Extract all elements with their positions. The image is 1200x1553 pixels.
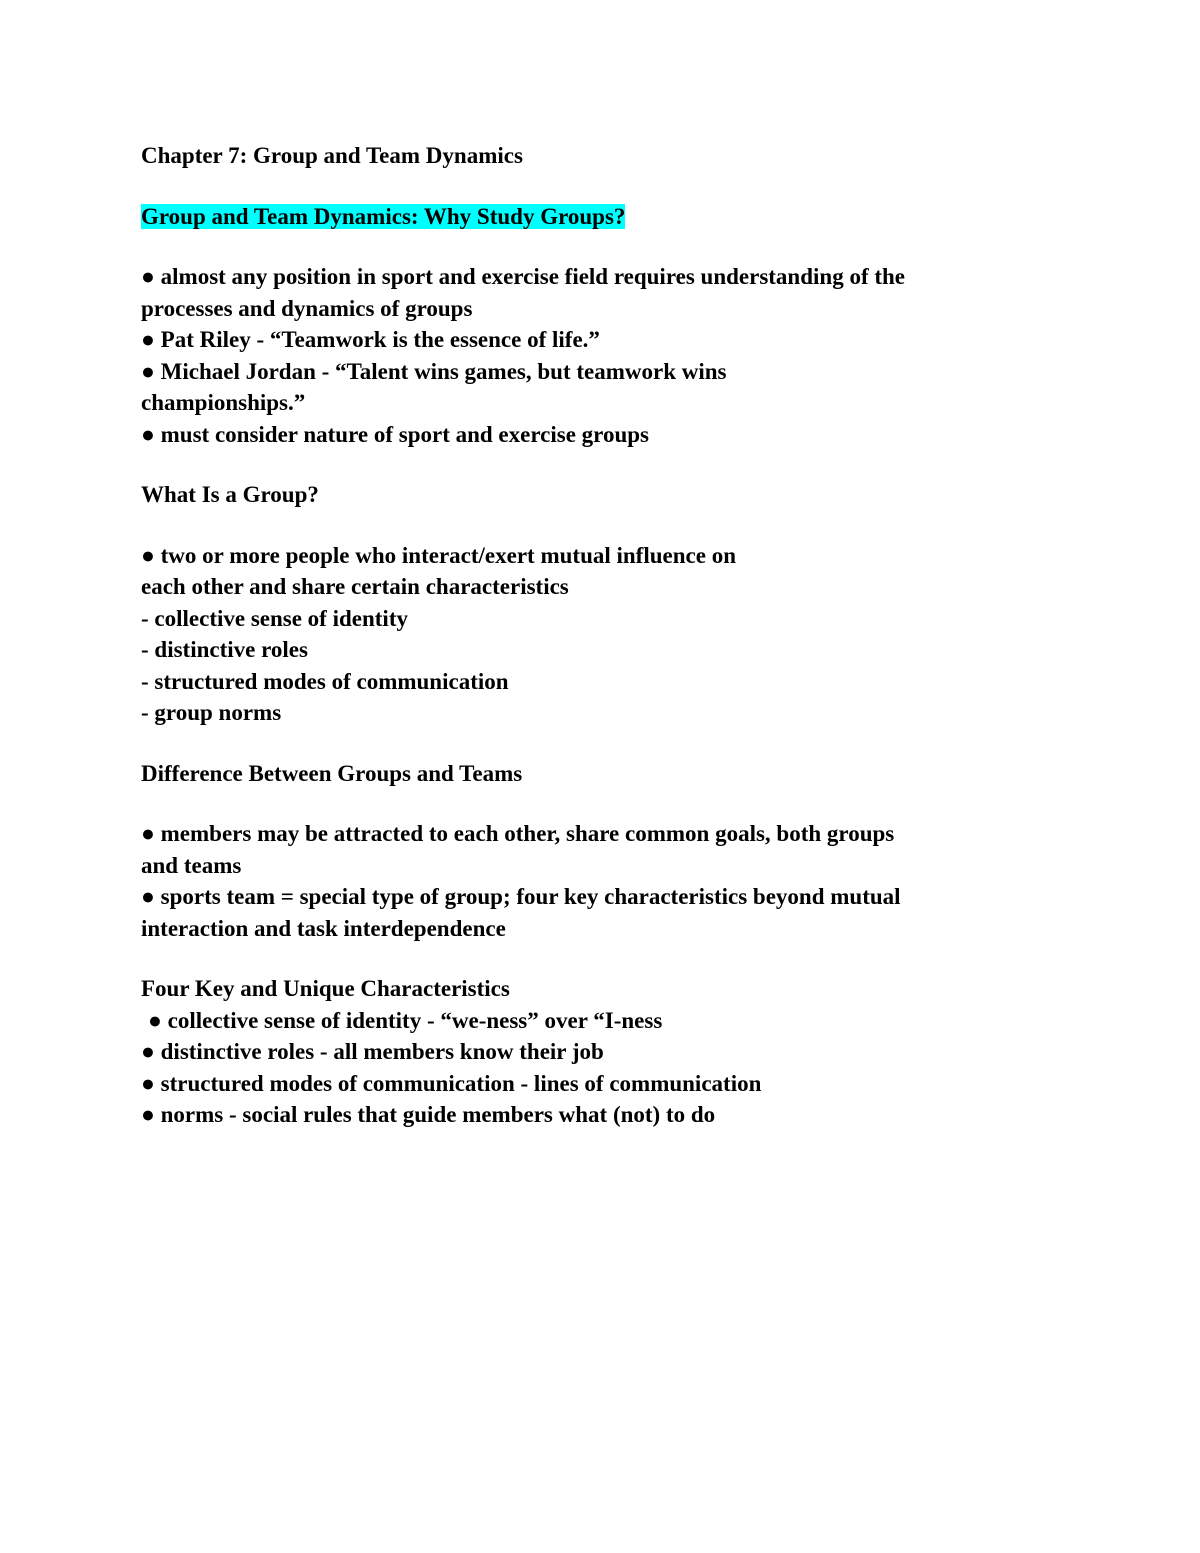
document-page xyxy=(141,140,1101,1131)
bullet-line: championships.” xyxy=(141,390,306,415)
bullet-line: interaction and task interdependence xyxy=(141,915,506,941)
section-four-key-characteristics xyxy=(141,973,1101,1131)
bullet-line: ● Pat Riley - “Teamwork is the essence of life.” xyxy=(141,327,600,352)
dash-line: - group norms xyxy=(141,700,282,725)
bullet-line: ● distinctive roles - all members know their job xyxy=(141,1039,604,1064)
dash-line: - distinctive roles xyxy=(141,637,308,662)
section-heading: Four Key and Unique Characteristics xyxy=(141,976,510,1001)
chapter-title: Chapter 7: Group and Team Dynamics xyxy=(141,143,523,168)
bullet-line: ● two or more people who interact/exert mutual influence on xyxy=(141,542,736,568)
bullet-line: ● structured modes of communication - lines of communication xyxy=(141,1070,762,1096)
bullet-line: processes and dynamics of groups xyxy=(141,295,473,321)
section-heading: What Is a Group? xyxy=(141,482,319,507)
dash-line: - collective sense of identity xyxy=(141,605,408,631)
section-heading-highlighted: Group and Team Dynamics: Why Study Groups? xyxy=(141,203,626,229)
bullet-line: each other and share certain characteristics xyxy=(141,574,569,599)
section-groups-vs-teams xyxy=(141,758,1101,945)
dash-line: - structured modes of communication xyxy=(141,668,509,694)
bullet-line: and teams xyxy=(141,852,242,878)
bullet-line: ● members may be attracted to each other, share common goals, both groups xyxy=(141,821,895,846)
section-what-is-a-group xyxy=(141,479,1101,729)
bullet-line: ● Michael Jordan - “Talent wins games, but teamwork wins xyxy=(141,358,727,384)
section-why-study-groups xyxy=(141,201,1101,451)
bullet-line: ● norms - social rules that guide members what (not) to do xyxy=(141,1102,716,1127)
bullet-line: ● almost any position in sport and exercise field requires understanding of the xyxy=(141,264,906,289)
bullet-line: ● collective sense of identity - “we-ness” over “I-ness xyxy=(148,1007,663,1033)
section-heading: Difference Between Groups and Teams xyxy=(141,760,523,786)
bullet-line: ● sports team = special type of group; four key characteristics beyond mutual xyxy=(141,884,901,909)
bullet-line: ● must consider nature of sport and exercise groups xyxy=(141,421,649,447)
